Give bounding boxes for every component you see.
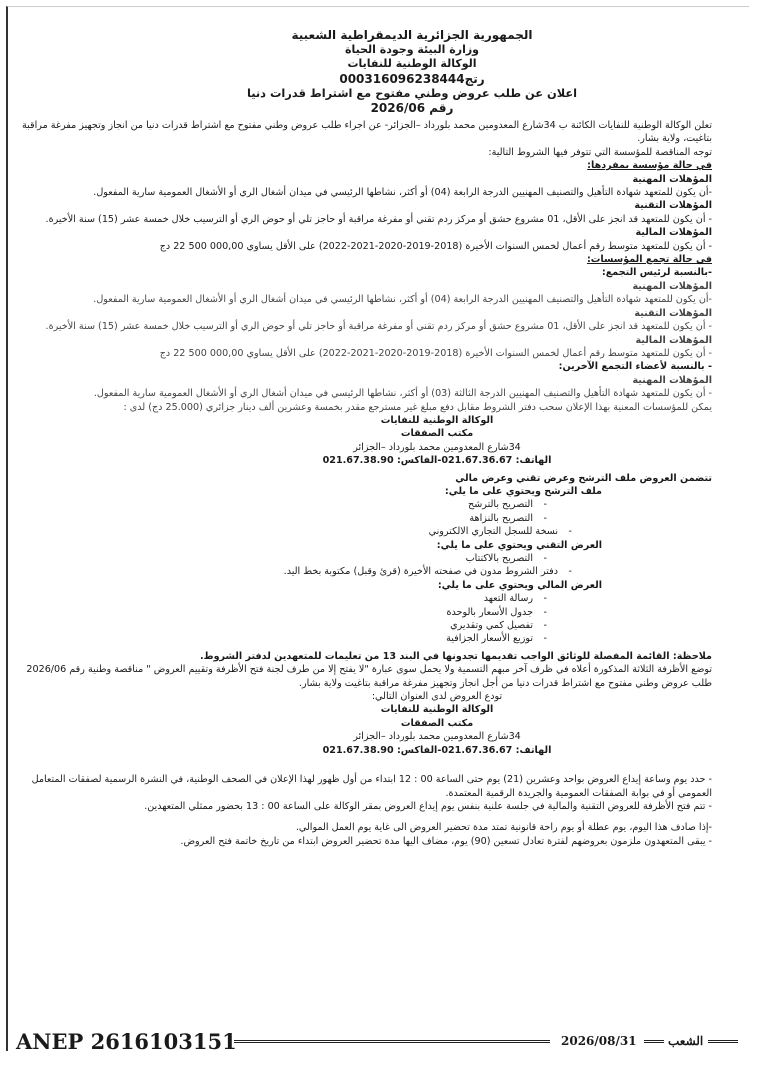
group-tech-text: - أن يكون للمتعهد قد انجز على الأقل، 01 مشروع حشق أو مركز ردم تقني أو مفرغة مراقبة أو حاجز تلي أو حوض الري أو الترسيب خلال خمسة عشر (15) سنة الأخيرة. <box>45 321 712 333</box>
ministry-name: وزارة البيئة وجودة الحياة <box>344 42 480 56</box>
republic-name: الجمهورية الجزائرية الديمقراطية الشعبية <box>291 28 533 42</box>
group-fin-text: - أن يكون للمتعهد متوسط رقم أعمال لخمس السنوات الأخيرة (2018-2019-2020-2021-2022) على الأقل يساوي 000,00 500 22 دج <box>159 347 712 359</box>
withdraw-phone: الهاتف: 021.67.36.67-الفاكس: 021.67.38.90 <box>322 455 552 467</box>
newspaper-footer <box>8 1029 743 1055</box>
deposit-address: 34شارع المعدومين محمد بلورداد –الجزائر <box>353 731 521 743</box>
list-item: - تفصيل كمي وتقديري <box>22 619 547 632</box>
deposit-phone: الهاتف: 021.67.36.67-الفاكس: 021.67.38.90 <box>322 744 552 756</box>
documents-note: ملاحظة: القائمة المفصلة للوثائق الواجب تقديمها تجدونها في البند 13 من تعليمات للمتعهدين لدفتر الشروط. <box>199 650 712 662</box>
agency-name: الوكالة الوطنية للنفايات <box>347 57 477 70</box>
footer-rule <box>708 1040 738 1043</box>
list-item: - التصريح بالنزاهة <box>22 512 547 525</box>
notice-number: رقم 2026/06 <box>370 100 454 115</box>
intro-paragraph: تعلن الوكالة الوطنية للنفايات الكائنة ب 34شارع المعدومين محمد بلورداد –الجزائر- عن اجراء طلب عروض وطني مفتوح مع اشتراط قدرات دنيا من انجاز وتجهيز مفرغة مراقبة بتاغيت، ولاية بشار. <box>22 120 712 145</box>
ecommerce-register-item: - نسخة للسجل التجاري الالكتروني <box>22 525 572 538</box>
group-members-heading: - بالنسبة لأعضاء التجمع الآخرين: <box>558 361 712 373</box>
financial-offer-heading: العرض المالي ويحتوي على ما يلي: <box>437 579 602 591</box>
technical-list <box>22 552 712 565</box>
withdraw-text: يمكن للمؤسسات المعنية بهذا الإعلان سحب دفتر الشروط مقابل دفع مبلغ غير مسترجع مقدر بخمسة وعشرين ألف دينار جزائري (25.000 دج) لدى : <box>123 401 712 413</box>
deadline-term: - حدد يوم وساعة إيداع العروض بواحد وعشرين (21) يوم حتى الساعة 00 : 12 ابتداء من أول ظهور لهذا الإعلان في الصحف الوطنية، في النشرة الرسمية لصفقات المتعامل العمومي أو في بوابة الصفقات العمومية والجريدة الرقمية المعتمدة. <box>31 774 712 799</box>
reference-number: رتج000316096238444 <box>339 71 485 86</box>
list-item: - التصريح بالترشح <box>22 498 547 511</box>
deposit-address-intro: تودع العروض لدى العنوان التالي: <box>371 691 503 703</box>
deposit-instructions: توضع الأظرفة الثلاثة المذكورة أعلاه في ظرف آخر مبهم التسمية ولا يحمل سوى عبارة "لا يفتح إلا من طرف لجنة فتح الأظرفة وتقييم العروض " مناقصة وطنية رقم 2026/06 طلب عروض وطني مفتوح مع اشتراط قدرات دنيا من أجل انجاز وتجهيز مفرغة مراقبة بتاغيت ولاية بشار. <box>26 664 712 689</box>
footer-rule <box>234 1040 550 1043</box>
single-prof-heading: المؤهلات المهنية <box>632 173 712 185</box>
single-prof-text: -أن يكون للمتعهد شهادة التأهيل والتصنيف المهنيين الدرجة الرابعة (04) أو أكثر، نشاطها الرئيسي في ميدان أشغال الري أو الأشغال العمومية سارية المفعول. <box>93 187 712 199</box>
group-prof-heading: المؤهلات المهنية <box>632 280 712 292</box>
list-item: - التصريح بالاكتتاب <box>22 552 547 565</box>
footer-rule <box>644 1040 664 1043</box>
validity-term: - يبقى المتعهدون ملزمون بعروضهم لفترة تعادل تسعين (90) يوم، مضاف اليها مدة تحضير العروض ابتداء من تاريخ خاتمة فتح العروض. <box>180 835 712 847</box>
withdraw-address: 34شارع المعدومين محمد بلورداد –الجزائر <box>353 441 521 453</box>
single-tech-text: - أن يكون للمتعهد قد انجز على الأقل، 01 مشروع حشق أو مركز ردم تقني أو مفرغة مراقبة أو حاجز تلي أو حوض الري أو الترسيب خلال خمسة عشر (15) سنة الأخيرة. <box>45 213 712 225</box>
group-prof-text: -أن يكون للمتعهد شهادة التأهيل والتصنيف المهنيين الدرجة الرابعة (04) أو أكثر، نشاطها الرئيسي في ميدان أشغال الري أو الأشغال العمومية سارية المفعول. <box>93 294 712 306</box>
group-fin-heading: المؤهلات المالية <box>635 334 712 346</box>
list-item: - رسالة التعهد <box>22 592 547 605</box>
opening-term: - تتم فتح الأظرفة للعروض التقنية والمالية في جلسة علنية بنفس يوم إيداع العروض بمقر الوكالة على الساعة 00 : 13 بحضور ممثلي المتعهدين. <box>144 800 712 812</box>
deposit-office: مكتب الصفقات <box>400 717 474 729</box>
single-tech-heading: المؤهلات التقنية <box>634 200 712 212</box>
candidacy-heading: ملف الترشح ويحتوي على ما يلي: <box>444 485 602 497</box>
technical-offer-heading: العرض التقني ويحتوي على ما يلي: <box>436 539 602 551</box>
conditions-intro: توجه المناقصة للمؤسسة التي تتوفر فيها الشروط التالية: <box>488 146 712 158</box>
newspaper-name: الشعب <box>668 1034 704 1048</box>
group-heading: في حالة تجمع المؤسسات: <box>586 254 712 266</box>
single-fin-text: - أن يكون للمتعهد متوسط رقم أعمال لخمس السنوات الأخيرة (2018-2019-2020-2021-2022) على الأقل يساوي 000,00 500 22 دج <box>159 240 712 252</box>
notice-header <box>22 28 712 115</box>
withdraw-office: مكتب الصفقات <box>400 428 474 440</box>
deposit-agency: الوكالة الوطنية للنفايات <box>380 704 494 716</box>
tender-notice <box>22 28 712 848</box>
notice-title: اعلان عن طلب عروض وطني مفتوح مع اشتراط قدرات دنيا <box>246 86 578 100</box>
group-tech-heading: المؤهلات التقنية <box>634 307 712 319</box>
withdraw-agency: الوكالة الوطنية للنفايات <box>380 414 494 426</box>
single-company-heading: في حالة مؤسسة بمفردها: <box>587 160 712 172</box>
single-fin-heading: المؤهلات المالية <box>635 227 712 239</box>
specifications-item: - دفتر الشروط مدون في صفحته الأخيرة (قرئ وقبل) مكتوبة بخط اليد. <box>22 565 572 578</box>
group-leader-heading: -بالنسبة لرئيس التجمع: <box>601 267 712 279</box>
offers-contents-intro: تتضمن العروض ملف الترشح وعرض تقني وعرض مالي <box>455 472 712 484</box>
members-prof-heading: المؤهلات المهنية <box>632 374 712 386</box>
list-item: - توزيع الأسعار الجزافية <box>22 632 547 645</box>
financial-list <box>22 592 712 646</box>
publication-date: 2026/08/31 <box>561 1034 637 1048</box>
anep-code: ANEP 2616103151 <box>16 1029 237 1054</box>
list-item: - جدول الأسعار بالوحدة <box>22 606 547 619</box>
candidacy-list <box>22 498 712 525</box>
holiday-term: -إذا صادف هذا اليوم، يوم عطلة أو يوم راحة قانونية تمتد مدة تحضير العروض الى غاية يوم العمل الموالي. <box>295 822 712 834</box>
members-prof-text: - أن يكون للمتعهد شهادة التأهيل والتصنيف المهنيين الدرجة الثالثة (03) أو أكثر، نشاطها الرئيسي في ميدان أشغال الري أو الأشغال العمومية سارية المفعول. <box>93 388 712 400</box>
